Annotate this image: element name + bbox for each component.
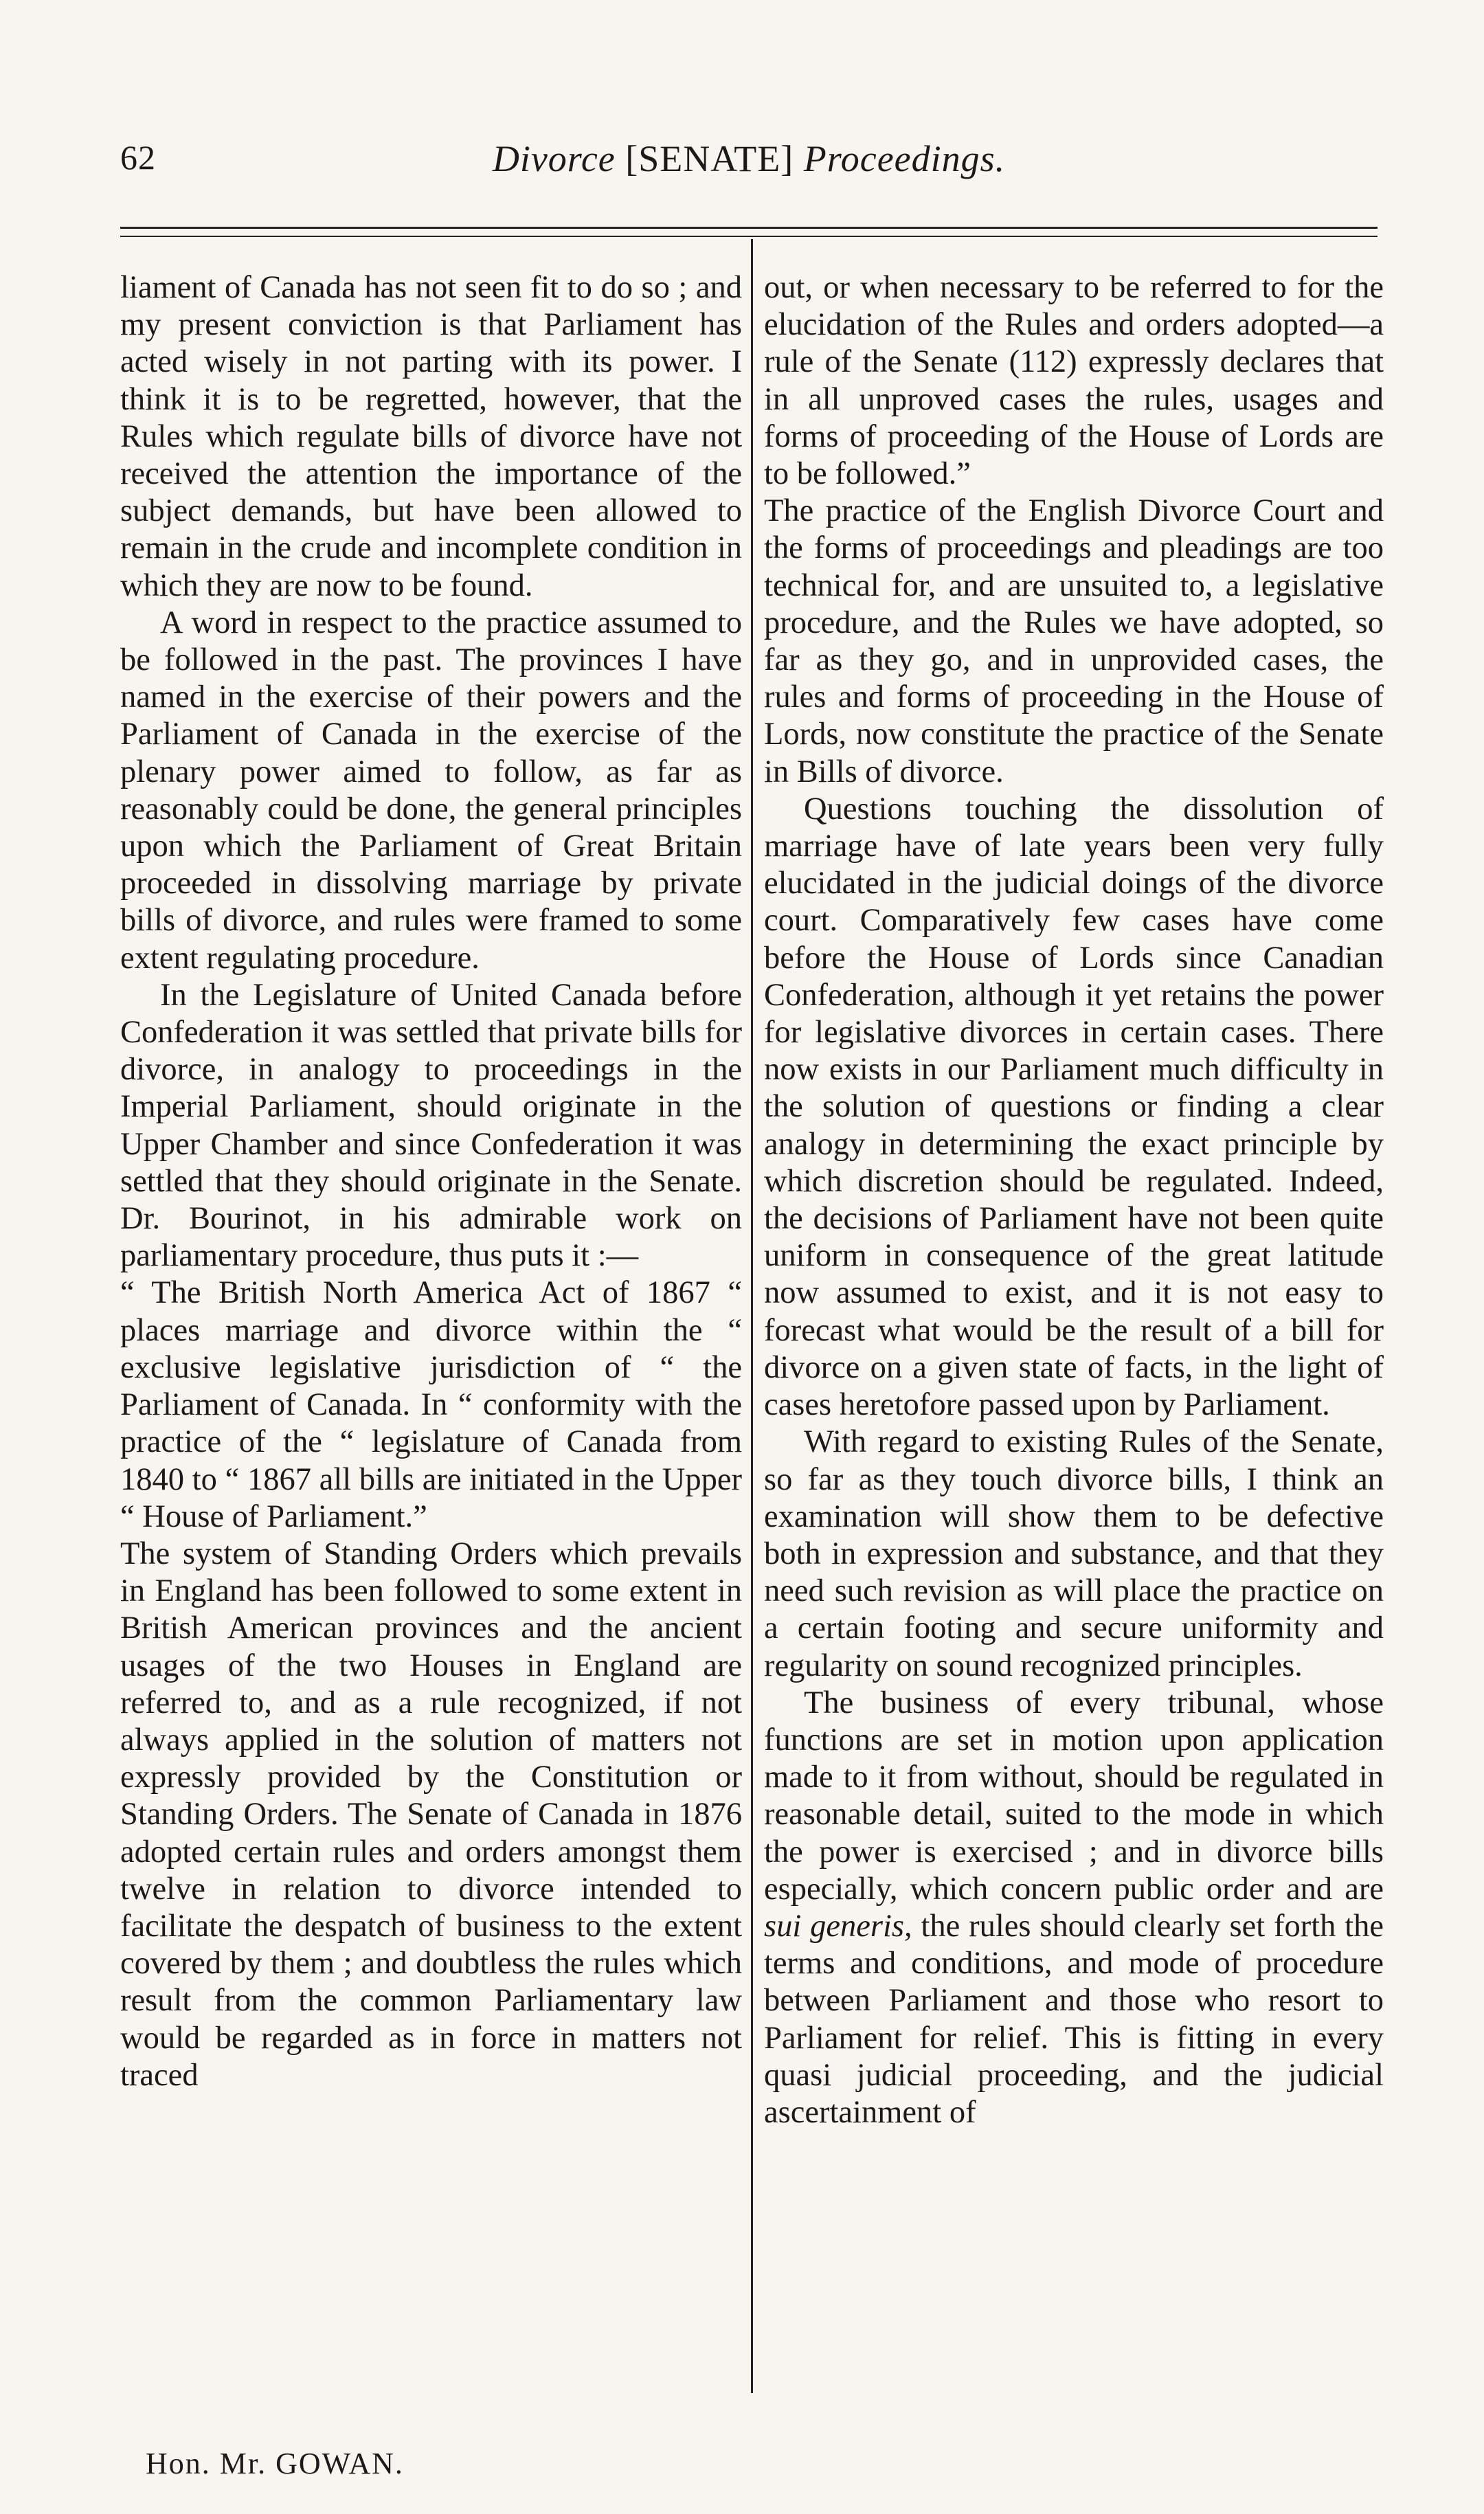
right-paragraph-2: The practice of the English Divorce Court and the forms of proceedings and pleadings are too technical for, and are unsuited to, a legislative procedure, and the Rules we have adopted, so far as they go, and in unprovided cases, the rules and forms of proceeding in the House of Lords, now constitute the practice of the Senate in Bills of divorce.: [764, 493, 1384, 789]
right-paragraph-4: With regard to existing Rules of the Senate, so far as they touch divorce bills, I think an examination will show them to be defective both in expression and substance, and that they need such revision as will place the practice on a certain footing and secure uniformity and regularity on sound recognized principles.: [764, 1424, 1384, 1683]
running-title-left: Divorce: [492, 138, 616, 179]
right-column: [764, 269, 1384, 2416]
latin-phrase: sui generis,: [764, 1908, 912, 1944]
left-paragraph-5: The system of Standing Orders which prevails in England has been followed to some extent in British American provinces and the ancient usages of the two Houses in England are referred to, and as a rule recognized, if not always applied in the solution of matters not expressly provided by the Constitution or Standing Orders. The Senate of Canada in 1876 adopted certain rules and orders amongst them twelve in relation to divorce intended to facilitate the despatch of business to the extent covered by them ; and doubtless the rules which result from the common Parliamentary law would be regarded as in force in matters not traced: [120, 1536, 742, 2093]
running-title: [120, 137, 1378, 180]
left-paragraph-3: In the Legislature of United Canada before Confederation it was settled that private bills for divorce, in analogy to proceedings in the Imperial Parliament, should originate in the Upper Chamber and since Confederation it was settled that they should originate in the Senate. Dr. Bourinot, in his admirable work on parliamentary procedure, thus puts it :—: [120, 977, 742, 1274]
running-title-right: Proceedings.: [803, 138, 1006, 179]
right-paragraph-3: Questions touching the dissolution of marriage have of late years been very fully elucidated in the judicial doings of the divorce court. Comparatively few cases have come before the House of Lords since Canadian Confederation, although it yet retains the power for legislative divorces in certain cases. There now exists in our Parliament much difficulty in the solution of questions or finding a clear analogy in determining the exact principle by which discretion should be regulated. Indeed, the decisions of Parliament have not been quite uniform in consequence of the great latitude now assumed to exist, and it is not easy to forecast what would be the result of a bill for divorce on a given state of facts, in the light of cases heretofore passed upon by Parliament.: [764, 791, 1384, 1423]
right-paragraph-5-rest: the rules should clearly set forth the terms and conditions, and mode of procedure between Parliament and those who resort to Parliament for relief. This is fitting in every quasi judicial proceeding, and the judicial ascertainment of: [764, 1908, 1384, 2130]
left-quotation: “ The British North America Act of 1867 “ places marriage and divorce within the “ exclusive legislative jurisdiction of “ the Parliament of Canada. In “ conformity with the practice of the “ legislature of Canada from 1840 to “ 1867 all bills are initiated in the Upper “ House of Parliament.”: [120, 1275, 742, 1534]
page-number: 62: [120, 138, 156, 177]
running-header: [120, 137, 1378, 199]
speaker-footer: Hon. Mr. GOWAN.: [146, 2447, 404, 2480]
right-paragraph-1: out, or when necessary to be referred to for the elucidation of the Rules and orders adopted—a rule of the Senate (112) expressly declares that in all unproved cases the rules, usages and forms of proceeding of the House of Lords are to be followed.”: [764, 270, 1384, 492]
left-paragraph-2: A word in respect to the practice assumed to be followed in the past. The provinces I have named in the exercise of their powers and the Parliament of Canada in the exercise of the plenary power aimed to follow, as far as reasonably could be done, the general principles upon which the Parliament of Great Britain proceeded in dissolving marriage by private bills of divorce, and rules were framed to some extent regulating procedure.: [120, 605, 742, 976]
left-paragraph-1: liament of Canada has not seen fit to do so ; and my present conviction is that Parliament has acted wisely in not parting with its power. I think it is to be regretted, however, that the Rules which regulate bills of divorce have not received the attention the importance of the subject demands, but have been allowed to remain in the crude and incomplete condition in which they are now to be found.: [120, 270, 742, 603]
header-rule: [120, 227, 1378, 229]
column-divider: [751, 239, 753, 2393]
running-title-center: [SENATE]: [625, 138, 794, 179]
left-column: [120, 269, 742, 2416]
right-paragraph-5-text: The business of every tribunal, whose functions are set in motion upon application made to it from without, should be regulated in reasonable detail, suited to the mode in which the power is exercised ; and in divorce bills especially, which concern public order and are: [764, 1685, 1384, 1907]
right-paragraph-5: [764, 1685, 1384, 2131]
header-rule-double: [120, 236, 1378, 237]
